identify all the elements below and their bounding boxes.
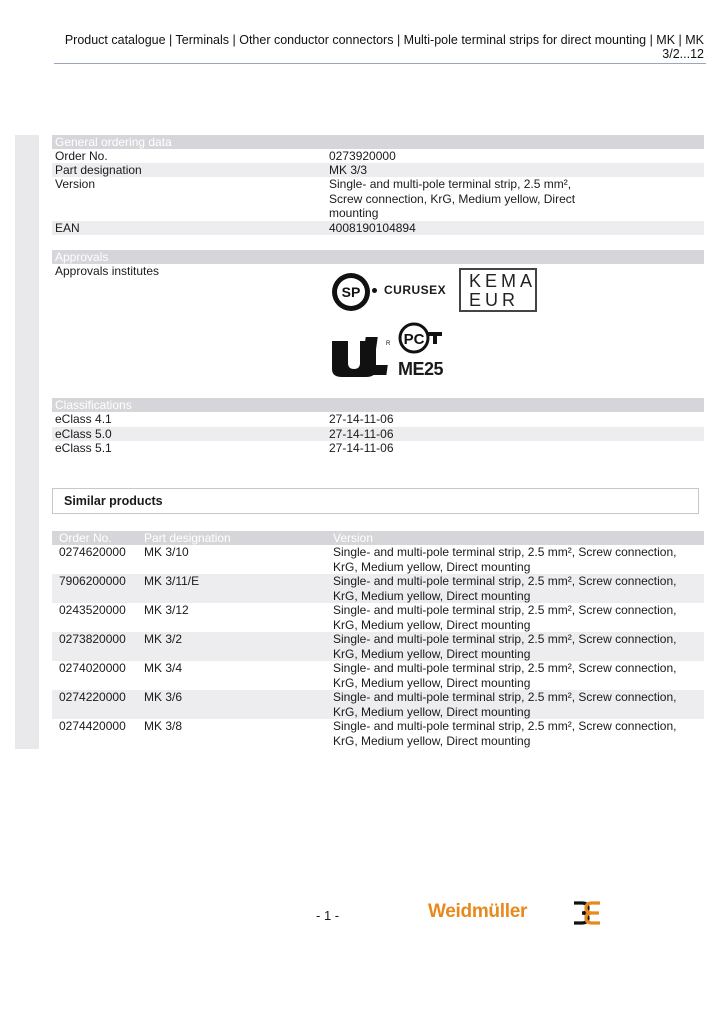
svg-text:SP: SP [341,284,361,300]
csa-logo [331,272,371,312]
kema-logo [459,268,537,312]
version-text: Single- and multi-pole terminal strip, 2.5 mm², Screw connection, KrG, Medium yellow, Direct mounting [333,690,677,719]
order-number-link[interactable]: 0273820000 [59,632,126,646]
classification-row [52,427,704,441]
approvals-label: Approvals institutes [55,264,160,278]
order-number-link[interactable]: 0243520000 [59,603,126,617]
part-designation: MK 3/12 [144,603,189,617]
general-label: Version [55,177,96,191]
classification-value: 27-14-11-06 [329,441,394,455]
section-header-classifications: Classifications [52,398,704,412]
classification-label: eClass 5.0 [55,427,112,441]
kema-text-top: KEMA [469,271,537,291]
similar-row[interactable] [52,632,704,661]
similar-row[interactable] [52,545,704,574]
svg-text:R: R [386,341,391,347]
classification-row [52,441,704,455]
order-number-link[interactable]: 0274620000 [59,545,126,559]
general-value: MK 3/3 [329,163,368,177]
general-label: Part designation [55,163,142,177]
part-designation: MK 3/2 [144,632,183,646]
order-number-link[interactable]: 7906200000 [59,574,126,588]
general-row [52,221,704,235]
gost-logo [398,322,446,354]
general-row [52,149,704,163]
general-value: 4008190104894 [329,221,416,235]
classification-value: 27-14-11-06 [329,412,394,426]
ul-logo [330,335,395,379]
curusex-mark: CURUSEX [384,283,447,297]
section-header-approvals: Approvals [52,250,704,264]
order-number-link[interactable]: 0274220000 [59,690,126,704]
classification-label: eClass 5.1 [55,441,112,455]
left-margin-band [15,135,39,749]
kema-text-bottom: EUR [469,290,520,310]
similar-row[interactable] [52,603,704,632]
part-designation: MK 3/11/E [144,574,200,588]
column-header-order: Order No. [59,531,112,545]
similar-row[interactable] [52,719,704,748]
similar-row[interactable] [52,574,704,603]
breadcrumb: Product catalogue | Terminals | Other conductor connectors | Multi-pole terminal strips for direct mounting | MK | MK 3/2...12 [64,33,704,61]
classification-row [52,412,704,426]
header-divider [54,63,706,64]
version-text: Single- and multi-pole terminal strip, 2.5 mm², Screw connection, KrG, Medium yellow, Direct mounting [333,719,677,748]
brand-logo-icon [572,900,602,929]
similar-row[interactable] [52,690,704,719]
order-number-link[interactable]: 0274020000 [59,661,126,675]
version-text: Single- and multi-pole terminal strip, 2.5 mm², Screw connection, KrG, Medium yellow, Direct mounting [333,574,677,603]
general-value: 0273920000 [329,149,396,163]
part-designation: MK 3/6 [144,690,183,704]
page-number: - 1 - [316,908,340,923]
part-designation: MK 3/8 [144,719,183,733]
general-label: Order No. [55,149,108,163]
order-number-link[interactable]: 0274420000 [59,719,126,733]
version-text: Single- and multi-pole terminal strip, 2.5 mm², Screw connection, KrG, Medium yellow, Direct mounting [333,545,677,574]
general-row [52,177,704,221]
section-header-general: General ordering data [52,135,704,149]
similar-table-header [52,531,704,545]
general-label: EAN [55,221,80,235]
part-designation: MK 3/4 [144,661,183,675]
version-text: Single- and multi-pole terminal strip, 2.5 mm², Screw connection, KrG, Medium yellow, Direct mounting [333,603,677,632]
gost-code: ME25 [398,359,444,379]
csa-dot [372,288,377,293]
part-designation: MK 3/10 [144,545,189,559]
svg-text:PC: PC [403,331,425,348]
version-text: Single- and multi-pole terminal strip, 2.5 mm², Screw connection, KrG, Medium yellow, Direct mounting [333,661,677,690]
column-header-version: Version [333,531,374,545]
general-row [52,163,704,177]
similar-row[interactable] [52,661,704,690]
classification-label: eClass 4.1 [55,412,112,426]
general-value: Single- and multi-pole terminal strip, 2.5 mm², Screw connection, KrG, Medium yellow, Direct mounting [329,177,576,220]
brand-wordmark: Weidmüller [428,901,528,922]
classification-value: 27-14-11-06 [329,427,394,441]
similar-products-title: Similar products [52,488,699,514]
version-text: Single- and multi-pole terminal strip, 2.5 mm², Screw connection, KrG, Medium yellow, Direct mounting [333,632,677,661]
column-header-part: Part designation [144,531,231,545]
